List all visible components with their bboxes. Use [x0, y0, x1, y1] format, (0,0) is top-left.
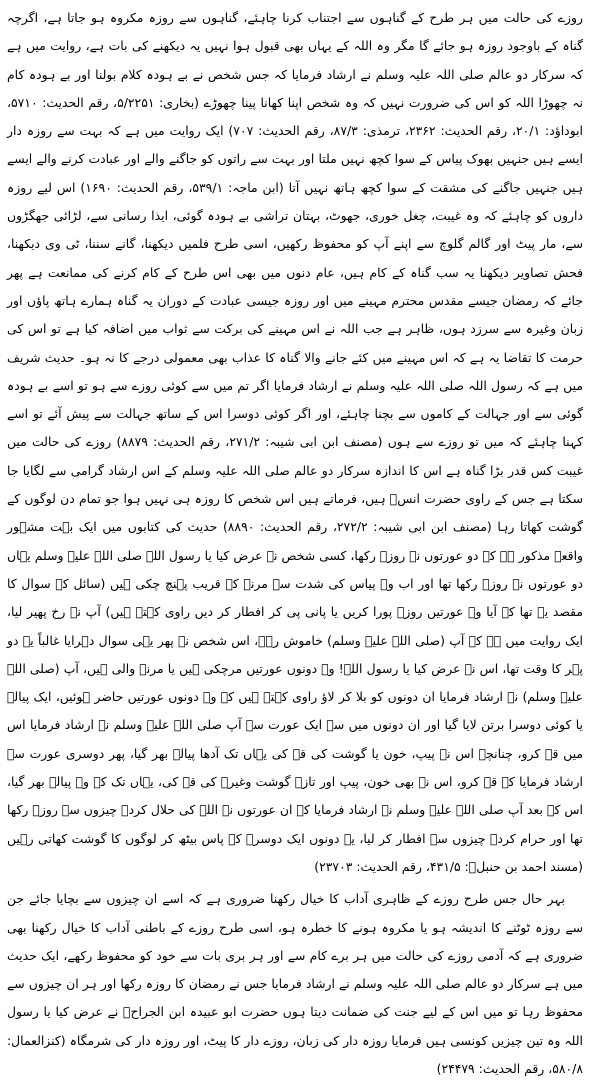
paragraph-inner-etiquette: بہر حال جس طرح روزے کے ظاہری آداب کا خیال رکھنا ضروری ہے کہ اسے ان چیزوں سے بچایا جائے جن سے روزہ ٹوٹنے کا اندیشہ ہو یا مکروہ ہونے کا خطرہ ہو، اسی طرح روزے کے باطنی آداب کا خیال رکھنا بھی ضروری ہے کہ آدمی روزے کی حالت میں ہر برے کام سے اور ہر بری بات سے خود کو محفوظ رکھے، ایک حدیث میں ہے سرکار دو عالم صلی اللہ علیہ وسلم نے ارشاد فرمایا جس نے رمضان کا روزہ رکھا اور ہر ان چیزوں سے محفوظ رہا تو میں اس کے لیے جنت کی ضمانت دیتا ہوں حضرت ابو عبیدہ ابن الجراحؓ نے عرض کیا یا رسول اللہ وہ تین چیزیں کونسی ہیں فرمایا روزہ دار کی زبان، روزے دار کا پیٹ، اور روزہ دار کی شرمگاہ (کنزالعمال: ۵۸۰/۸، رقم الحدیث: ۲۴۴۷۹)	[7, 891, 583, 1076]
paragraph-fasting-etiquette: روزے کی حالت میں ہر طرح کے گناہوں سے اجتناب کرنا چاہئے، گناہوں سے روزہ مکروہ ہو جاتا ہے، اگرچہ گناہ کے باوجود روزہ ہو جائے گا مگر وہ اللہ کے یہاں بھی قبول ہوا نہیں یہ دیکھنے کی بات ہے، روایت میں ہے کہ سرکار دو عالم صلی اللہ علیہ وسلم نے ارشاد فرمایا کہ جس شخص نے بے ہودہ کلام بولنا اور بے ہودہ کام نہ چھوڑا اللہ کو اس کی ضرورت نہیں کہ وہ شخص اپنا کھانا پینا چھوڑے (بخاری: ۵/۲۲۵۱، رقم الحدیث: ۵۷۱۰، ابوداؤد: ۲۰/۱، رقم الحدیث: ۲۳۶۲، ترمذی: ۸۷/۳، رقم الحدیث: ۷۰۷) ایک روایت میں ہے کہ بہت سے روزہ دار ایسے ہیں جنہیں بھوک پیاس کے سوا کچھ نہیں ملتا اور بہت سے راتوں کو جاگنے والے اور عبادت کرنے والے ایسے ہیں جنہیں جاگنے کی مشقت کے سوا کچھ ہاتھ نہیں آتا (ابن ماجہ: ۵۳۹/۱، رقم الحدیث: ۱۶۹۰) اس لیے روزہ داروں کو چاہئے کہ وہ غیبت، چغل خوری، جھوٹ، بہتان تراشی بے ہودہ گوئی، ایذا رسانی سے، لڑائی جھگڑوں سے، مار پیٹ اور گالم گلوچ سے اپنے آپ کو محفوظ رکھیں، اسی طرح فلمیں دیکھنا، گانے سننا، ٹی وی دیکھنا، فحش تصاویر دیکھنا یہ سب گناہ کے کام ہیں، عام دنوں میں بھی اس طرح کے کام کرنے کی ممانعت ہے پھر جائے کہ رمضان جیسے مقدس محترم مہینے میں اور روزہ جیسی عبادت کے دوران یہ گناہ ہمارے ہاتھ پاؤں اور زبان وغیرہ سے سرزد ہوں، ظاہر ہے جب اللہ نے اس مہینے کی برکت سے ثواب میں اضافہ کیا ہے تو اس کی حرمت کا تقاضا یہ ہے کہ اس مہینے میں کئے جانے والا گناہ کا عذاب بھی معمولی درجے کا نہ ہو۔ حدیث شریف میں ہے کہ رسول اللہ صلی اللہ علیہ وسلم نے ارشاد فرمایا اگر تم میں سے کوئی روزے سے ہو تو اسے بے ہودہ گوئی سے اور جہالت کے کاموں سے بچنا چاہئے، اور اگر کوئی دوسرا اس کے ساتھ جہالت سے پیش آئے تو اسے کہنا چاہئے کہ میں تو روزے سے ہوں (مصنف ابن ابی شیبہ: ۲۷۱/۲، رقم الحدیث: ۸۸۷۹) روزے کی حالت میں غیبت کس قدر بڑا گناہ ہے اس کا اندازہ سرکار دو عالم صلی اللہ علیہ وسلم کے اس ارشاد گرامی سے لگایا جا سکتا ہے جس کے راوی حضرت انسؓ ہیں، فرماتے ہیں اس شخص کا روزہ ہی نہیں ہوا جو تمام دن لوگوں کے گوشت کھاتا رہا (مصنف ابن ابی شیبہ: ۲۷۲/۲، رقم الحدیث: ۸۸۹۰) حدیث کی کتابوں میں ایک بہت مشہور واقعہ مذکور ہے کہ دو عورتوں نے روزہ رکھا، کسی شخص نے عرض کیا یا رسول اللہ صلی اللہ علیہ وسلم یہاں دو عورتوں نے روزہ رکھا تھا اور اب وہ پیاس کی شدت سے مرنے کے قریب پہنچ چکی ہیں (سائل کے سوال کا مقصد یہ تھا کہ آیا وہ عورتیں روزہ پورا کریں یا پانی پی کر افطار کر دیں راوی کہتے ہیں) آپ نے رخ پھیر لیا، ایک روایت میں ہے کہ آپ (صلی اللہ علیہ وسلم) خاموش رہے، اس شخص نے پھر یہی سوال دہرایا غالباً یہ دو پہر کا وقت تھا، اس نے عرض کیا یا رسول اللہ! وہ دونوں عورتیں مرچکی ہیں یا مرنے والی ہیں، آپ (صلی اللہ علیہ وسلم) نے ارشاد فرمایا ان دونوں کو بلا کر لاؤ راوی کہتے ہیں کہ وہ دونوں عورتیں حاضر ہوئیں، ایک پیالہ یا کوئی دوسرا برتن لایا گیا اور ان دونوں میں سے ایک عورت سے آپ صلی اللہ علیہ وسلم نے ارشاد فرمایا اس میں قے کرو، چنانچہ اس نے پیپ، خون یا گوشت کی قے کی یہاں تک آدھا پیالہ بھر گیا، پھر دوسری عورت سے ارشاد فرمایا کہ قے کرو، اس نے بھی خون، پیپ اور تازہ گوشت وغیرہ کی قے کی، یہاں تک کہ وہ پیالہ بھر گیا، اس کے بعد آپ صلی اللہ علیہ وسلم نے ارشاد فرمایا کہ ان عورتوں نے اللہ کی حلال کردہ چیزوں سے روزہ رکھا تھا اور حرام کردہ چیزوں سے افطار کر لیا، یہ دونوں ایک دوسرے کے پاس بیٹھ کر لوگوں کا گوشت کھاتی رہیں (مسند احمد بن حنبلؒ: ۴۳۱/۵، رقم الحدیث: ۲۳۷۰۳)	[7, 10, 584, 874]
